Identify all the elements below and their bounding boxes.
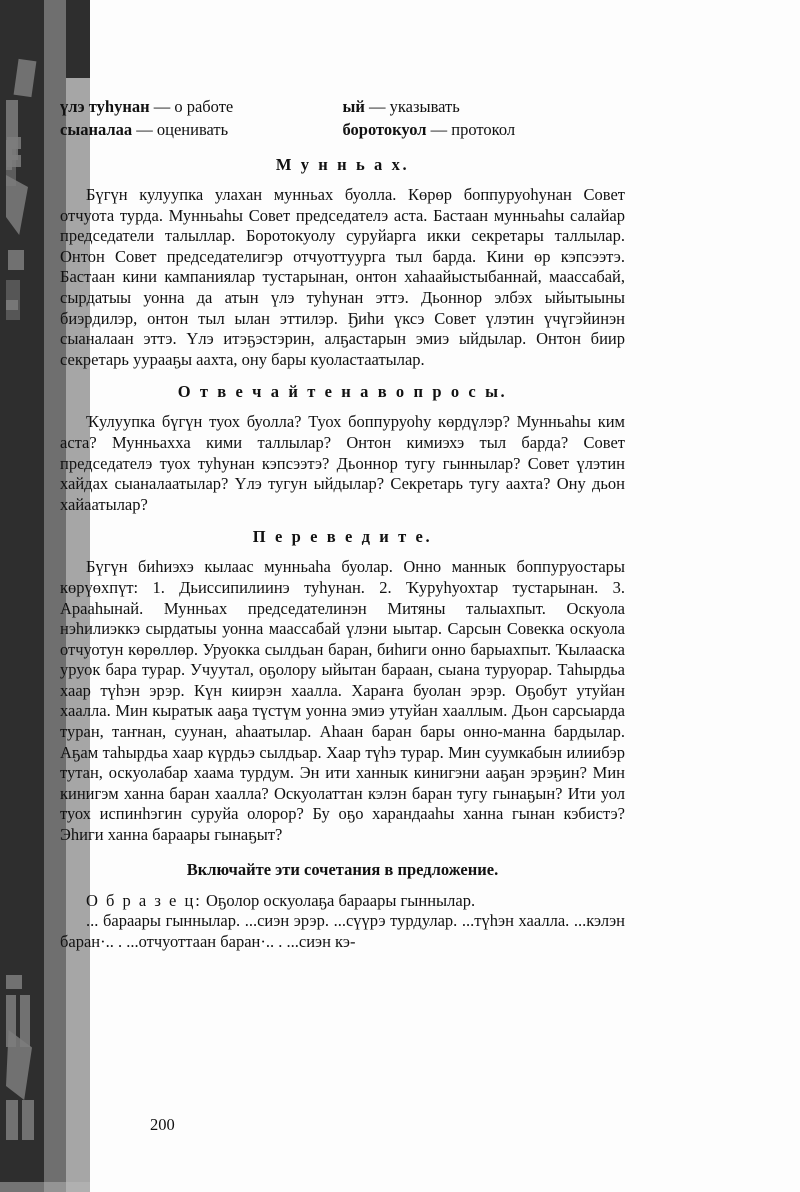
vocabulary-gloss: протокол [451,120,516,139]
vocabulary-entry [343,95,626,118]
binding-mark [20,995,30,1047]
binding-mark [6,1100,18,1140]
vocabulary-dash: — [149,97,175,116]
binding-mark [7,155,21,167]
vocabulary-dash: — [426,120,452,139]
vocabulary-block [60,95,625,141]
example-text: Оҕолор оскуолаҕа бараары гыннылар. [201,890,476,910]
section-heading-answer-questions: О т в е ч а й т е н а в о п р о с ы. [177,382,508,402]
vocabulary-entry [343,118,626,141]
vocabulary-term: ый [342,97,365,116]
section-heading-munnax: М у н н ь а х. [275,155,410,174]
vocabulary-term: үлэ туһунан [60,97,150,116]
vocabulary-entry [60,118,343,141]
vocabulary-column-left [60,95,343,141]
binding-mark [7,137,21,149]
phrase-list-line: ... бараары гыннылар. ...сиэн эрэр. ...сүүрэ турдулар. ...түһэн хаалла. ...кэлэн баран·.. . ...отчуоттаан баран·.. . ...сиэн кэ- [60,911,625,951]
binding-mark [22,1100,34,1140]
vocabulary-term: боротокуол [342,120,427,139]
binding-mark [8,250,24,270]
binding-mark [6,280,20,320]
section-paragraph: Бүгүн биһиэхэ кылаас мунньаһа буолар. Онно маннык боппуруостары көрүөхпүт: 1. Дьиссипилиинэ туһунан. 2. Ҡуруһуохтар тустарынан. 3. Арааһынай. Мунньах председателинэн Митяны талыахпыт. Оскуола нэһилиэккэ сырдатыы уонна маассабай үлэни ыытар. Сарсын Совекка оскуола отчуотун көрөллөр. Уруокка сылдьан баран, биһиги онно барыахпыт. Ҡылааска уруок бара турар. Учуутал, оҕолору ыйытан бараан, сыана туруорар. Таһырдьа хаар түһэн эрэр. Күн киирэн хаалла. Хараҥа буолан эрэр. Оҕобут утуйан хаалла. Мин кыратык ааҕа түстүм уонна эмиэ утуйан хааллым. Дьон сарсыарда туран, таҥнан, суунан, аһаатылар. Аһаан баран бары онно-манна бардылар. Аҕам таһырдьа хаар күрдьэ сылдьар. Хаар түһэ турар. Мин суумкабын илиибэр тутан, оскуолабар хаама турдум. Эн ити ханнык кинигэни ааҕан эрэҕин? Мин кинигэм ханна баран хаалла? Оскуолаттан кэлэн баран тугу гынаҕын? Ити уол туох испинһэгин суруйа олорор? Бу оҕо харандааһы ханна гынан кэбистэ? Эһиги ханна бараары гынаҕыт? [60,557,625,845]
vocabulary-gloss: о работе [174,97,234,116]
vocabulary-gloss: оценивать [156,120,229,139]
section-heading-include-phrases: Включайте эти сочетания в предложение. [186,859,499,879]
vocabulary-dash: — [132,120,157,139]
vocabulary-entry [60,95,343,118]
example-label: О б р а з е ц: [86,890,202,910]
binding-mark [6,975,22,989]
section-paragraph: Бүгүн кулуупка улахан мунньах буолла. Көрөр боппуруоһунан Совет отчуота турда. Мунньаһы Совет председателэ аста. Бастаан мунньаһы салайар председатели талыллар. Боротокуолу суруйарга икки секретары таллылар. Онтон Совет председателигэр отчуоттуурга тыл барда. Кини өр кэпсээтэ. Бастаан кини кампаниялар тустарынан, онтон хаһаайыстыбаннай, маассабай, сырдатыы уонна да атын үлэ туһунан эттэ. Дьоннор элбэх ыйытыыны биэрдилэр, онтон тыл ылан эттилэр. Ҕиһи үксэ Совет үлэтин үчүгэйинэн сыаналаан эттэ. Үлэ итэҕэстэрин, алҕастарын эмиэ ыйдылар. Онтон биир секретарь уурааҕы аахта, ону бары куоластаатылар. [60,185,625,369]
vocabulary-column-right [343,95,626,141]
page-content [60,95,625,952]
vocabulary-gloss: указывать [389,97,460,116]
section-paragraph: Ҡулуупка бүгүн туох буолла? Туох боппуруоһу көрдүлэр? Мунньаһы ким аста? Мунньахха кими таллылар? Онтон кимиэхэ тыл барда? Совет председателэ туох туһунан кэпсээтэ? Дьоннор тугу гыннылар? Совет үлэтин хайдах сыаналаатылар? Үлэ тугун ыйдылар? Секретарь тугу аахта? Ону дьон хайаатылар? [60,412,625,514]
example-line [60,891,625,912]
vocabulary-dash: — [364,97,390,116]
vocabulary-term: сыаналаа [60,120,133,139]
section-heading-translate: П е р е в е д и т е. [252,527,433,547]
page-number: 200 [150,1115,175,1134]
